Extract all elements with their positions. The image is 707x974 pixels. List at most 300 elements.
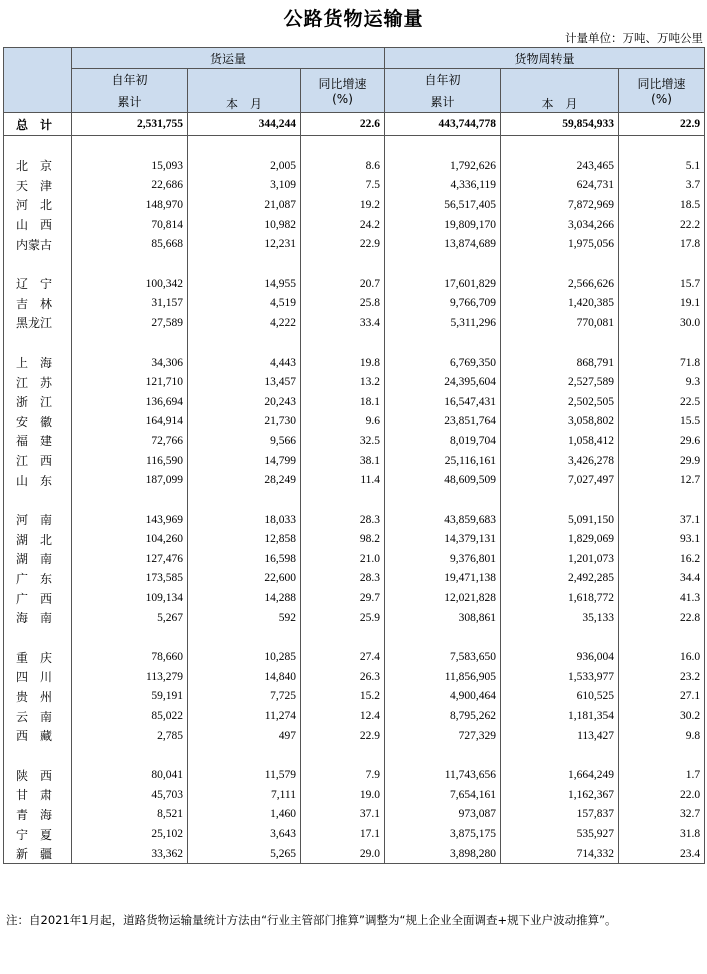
cell-month-volume: 5,265 xyxy=(188,844,301,864)
spacer-cell xyxy=(301,136,385,157)
cell-month-volume: 18,033 xyxy=(188,510,301,530)
cell-yoy-turnover: 15.5 xyxy=(619,412,705,432)
header-yoy-volume-line1: 同比增速 xyxy=(318,77,367,91)
cell-ytd-turnover: 56,517,405 xyxy=(385,195,501,215)
spacer-cell xyxy=(188,627,301,647)
group-spacer xyxy=(4,490,705,510)
table-row xyxy=(4,470,705,490)
row-name: 河 南 xyxy=(4,510,72,530)
group-spacer xyxy=(4,627,705,647)
cell-month-volume: 9,566 xyxy=(188,431,301,451)
row-name: 福 建 xyxy=(4,431,72,451)
cell-ytd-turnover: 12,021,828 xyxy=(385,588,501,608)
group-spacer xyxy=(4,254,705,274)
cell-yoy-volume: 19.2 xyxy=(301,195,385,215)
table-row xyxy=(4,608,705,628)
cell-month-turnover: 1,829,069 xyxy=(501,530,619,550)
table-row xyxy=(4,156,705,176)
cell-month-volume: 14,955 xyxy=(188,274,301,294)
cell-yoy-turnover: 31.8 xyxy=(619,824,705,844)
cell-ytd-turnover: 727,329 xyxy=(385,726,501,746)
row-name: 黑龙江 xyxy=(4,313,72,333)
unit-label: 计量单位：万吨、万吨公里 xyxy=(565,31,703,45)
spacer-cell xyxy=(385,490,501,510)
cell-yoy-volume: 25.9 xyxy=(301,608,385,628)
cell-yoy-volume: 22.6 xyxy=(301,113,385,136)
table-row xyxy=(4,549,705,569)
freight-table xyxy=(3,47,705,864)
cell-ytd-volume: 5,267 xyxy=(72,608,188,628)
cell-yoy-turnover: 23.4 xyxy=(619,844,705,864)
cell-ytd-turnover: 23,851,764 xyxy=(385,412,501,432)
cell-yoy-turnover: 16.0 xyxy=(619,647,705,667)
cell-yoy-volume: 38.1 xyxy=(301,451,385,471)
header-month-turnover xyxy=(501,69,619,113)
header-ytd-volume-cumulative: 累计 xyxy=(72,90,188,113)
cell-month-turnover: 3,426,278 xyxy=(501,451,619,471)
cell-ytd-turnover: 8,019,704 xyxy=(385,431,501,451)
cell-month-turnover: 1,162,367 xyxy=(501,785,619,805)
cell-yoy-turnover: 1.7 xyxy=(619,765,705,785)
group-spacer xyxy=(4,745,705,765)
header-freight-volume: 货运量 xyxy=(72,48,385,69)
row-name: 新 疆 xyxy=(4,844,72,864)
table-row xyxy=(4,215,705,235)
cell-month-turnover: 1,664,249 xyxy=(501,765,619,785)
spacer-cell xyxy=(301,254,385,274)
cell-ytd-volume: 104,260 xyxy=(72,530,188,550)
cell-ytd-volume: 33,362 xyxy=(72,844,188,864)
spacer-cell xyxy=(619,254,705,274)
cell-month-volume: 3,109 xyxy=(188,176,301,196)
cell-ytd-turnover: 6,769,350 xyxy=(385,353,501,373)
cell-ytd-volume: 72,766 xyxy=(72,431,188,451)
cell-ytd-turnover: 48,609,509 xyxy=(385,470,501,490)
spacer-cell xyxy=(72,254,188,274)
spacer-cell xyxy=(619,627,705,647)
cell-month-turnover: 624,731 xyxy=(501,176,619,196)
cell-yoy-volume: 17.1 xyxy=(301,824,385,844)
table-row xyxy=(4,176,705,196)
group-spacer xyxy=(4,136,705,157)
row-name: 贵 州 xyxy=(4,687,72,707)
cell-ytd-volume: 59,191 xyxy=(72,687,188,707)
cell-yoy-volume: 8.6 xyxy=(301,156,385,176)
cell-yoy-turnover: 34.4 xyxy=(619,569,705,589)
row-name: 天 津 xyxy=(4,176,72,196)
cell-yoy-turnover: 22.5 xyxy=(619,392,705,412)
cell-ytd-turnover: 11,743,656 xyxy=(385,765,501,785)
cell-yoy-volume: 19.8 xyxy=(301,353,385,373)
row-name: 陕 西 xyxy=(4,765,72,785)
cell-month-turnover: 1,181,354 xyxy=(501,706,619,726)
cell-month-turnover: 113,427 xyxy=(501,726,619,746)
spacer-cell xyxy=(385,745,501,765)
spacer-cell xyxy=(188,333,301,353)
cell-ytd-turnover: 8,795,262 xyxy=(385,706,501,726)
cell-yoy-turnover: 9.8 xyxy=(619,726,705,746)
row-name: 江 西 xyxy=(4,451,72,471)
cell-yoy-volume: 15.2 xyxy=(301,687,385,707)
spacer-cell xyxy=(4,333,72,353)
cell-yoy-turnover: 29.6 xyxy=(619,431,705,451)
cell-month-volume: 4,222 xyxy=(188,313,301,333)
cell-ytd-turnover: 9,766,709 xyxy=(385,294,501,314)
cell-month-turnover: 1,618,772 xyxy=(501,588,619,608)
cell-month-turnover: 2,492,285 xyxy=(501,569,619,589)
table-row xyxy=(4,274,705,294)
cell-yoy-turnover: 30.0 xyxy=(619,313,705,333)
row-name: 青 海 xyxy=(4,805,72,825)
table-row xyxy=(4,294,705,314)
spacer-cell xyxy=(385,627,501,647)
row-name: 山 东 xyxy=(4,470,72,490)
cell-month-turnover: 3,058,802 xyxy=(501,412,619,432)
cell-month-volume: 20,243 xyxy=(188,392,301,412)
cell-month-volume: 10,285 xyxy=(188,647,301,667)
cell-yoy-volume: 29.7 xyxy=(301,588,385,608)
cell-ytd-volume: 45,703 xyxy=(72,785,188,805)
cell-ytd-volume: 2,785 xyxy=(72,726,188,746)
cell-month-turnover: 1,058,412 xyxy=(501,431,619,451)
header-month-volume-label: 本 月 xyxy=(225,97,262,111)
cell-month-volume: 12,231 xyxy=(188,234,301,254)
cell-month-volume: 28,249 xyxy=(188,470,301,490)
cell-ytd-turnover: 7,654,161 xyxy=(385,785,501,805)
cell-ytd-volume: 78,660 xyxy=(72,647,188,667)
spacer-cell xyxy=(72,333,188,353)
table-row xyxy=(4,844,705,864)
spacer-cell xyxy=(501,254,619,274)
cell-month-turnover: 1,975,056 xyxy=(501,234,619,254)
cell-yoy-turnover: 27.1 xyxy=(619,687,705,707)
spacer-cell xyxy=(72,136,188,157)
cell-month-volume: 7,725 xyxy=(188,687,301,707)
cell-month-volume: 13,457 xyxy=(188,372,301,392)
cell-yoy-turnover: 22.8 xyxy=(619,608,705,628)
row-name: 广 西 xyxy=(4,588,72,608)
table-row xyxy=(4,726,705,746)
cell-ytd-volume: 80,041 xyxy=(72,765,188,785)
cell-yoy-turnover: 37.1 xyxy=(619,510,705,530)
cell-month-volume: 4,443 xyxy=(188,353,301,373)
row-name: 湖 北 xyxy=(4,530,72,550)
cell-month-turnover: 35,133 xyxy=(501,608,619,628)
row-name: 北 京 xyxy=(4,156,72,176)
cell-month-turnover: 770,081 xyxy=(501,313,619,333)
cell-yoy-volume: 22.9 xyxy=(301,726,385,746)
spacer-cell xyxy=(301,333,385,353)
cell-ytd-turnover: 43,859,683 xyxy=(385,510,501,530)
cell-yoy-volume: 98.2 xyxy=(301,530,385,550)
cell-yoy-turnover: 5.1 xyxy=(619,156,705,176)
table-row xyxy=(4,667,705,687)
row-name: 上 海 xyxy=(4,353,72,373)
cell-ytd-turnover: 19,471,138 xyxy=(385,569,501,589)
spacer-cell xyxy=(301,745,385,765)
cell-ytd-volume: 34,306 xyxy=(72,353,188,373)
header-turnover: 货物周转量 xyxy=(385,48,705,69)
cell-ytd-turnover: 443,744,778 xyxy=(385,113,501,136)
cell-month-volume: 2,005 xyxy=(188,156,301,176)
cell-yoy-volume: 26.3 xyxy=(301,667,385,687)
cell-month-turnover: 1,533,977 xyxy=(501,667,619,687)
cell-yoy-turnover: 19.1 xyxy=(619,294,705,314)
cell-month-turnover: 610,525 xyxy=(501,687,619,707)
cell-yoy-volume: 19.0 xyxy=(301,785,385,805)
cell-ytd-turnover: 25,116,161 xyxy=(385,451,501,471)
table-row xyxy=(4,824,705,844)
cell-month-volume: 344,244 xyxy=(188,113,301,136)
cell-ytd-turnover: 11,856,905 xyxy=(385,667,501,687)
row-name: 内蒙古 xyxy=(4,234,72,254)
cell-yoy-turnover: 32.7 xyxy=(619,805,705,825)
spacer-cell xyxy=(619,136,705,157)
cell-ytd-volume: 25,102 xyxy=(72,824,188,844)
row-name: 安 徽 xyxy=(4,412,72,432)
cell-yoy-turnover: 9.3 xyxy=(619,372,705,392)
cell-month-volume: 3,643 xyxy=(188,824,301,844)
cell-yoy-volume: 29.0 xyxy=(301,844,385,864)
spacer-cell xyxy=(188,254,301,274)
cell-ytd-turnover: 1,792,626 xyxy=(385,156,501,176)
cell-month-turnover: 157,837 xyxy=(501,805,619,825)
cell-month-volume: 21,087 xyxy=(188,195,301,215)
cell-month-turnover: 2,502,505 xyxy=(501,392,619,412)
spacer-cell xyxy=(72,490,188,510)
cell-ytd-volume: 187,099 xyxy=(72,470,188,490)
cell-yoy-turnover: 22.2 xyxy=(619,215,705,235)
cell-ytd-volume: 136,694 xyxy=(72,392,188,412)
header-yoy-turnover-line1: 同比增速 xyxy=(637,77,686,91)
cell-yoy-volume: 32.5 xyxy=(301,431,385,451)
cell-month-volume: 22,600 xyxy=(188,569,301,589)
table-row xyxy=(4,372,705,392)
row-name: 广 东 xyxy=(4,569,72,589)
cell-month-volume: 12,858 xyxy=(188,530,301,550)
cell-yoy-volume: 22.9 xyxy=(301,234,385,254)
header-ytd-volume: 自年初 xyxy=(72,69,188,91)
row-name: 吉 林 xyxy=(4,294,72,314)
cell-month-volume: 14,840 xyxy=(188,667,301,687)
table-row xyxy=(4,588,705,608)
row-name: 海 南 xyxy=(4,608,72,628)
spacer-cell xyxy=(385,254,501,274)
cell-month-turnover: 7,027,497 xyxy=(501,470,619,490)
cell-yoy-turnover: 3.7 xyxy=(619,176,705,196)
table-row xyxy=(4,510,705,530)
cell-ytd-turnover: 5,311,296 xyxy=(385,313,501,333)
spacer-cell xyxy=(501,745,619,765)
spacer-cell xyxy=(619,490,705,510)
spacer-cell xyxy=(619,333,705,353)
table-row xyxy=(4,234,705,254)
cell-ytd-volume: 2,531,755 xyxy=(72,113,188,136)
cell-yoy-turnover: 23.2 xyxy=(619,667,705,687)
header-month-turnover-label: 本 月 xyxy=(541,97,578,111)
cell-yoy-volume: 7.9 xyxy=(301,765,385,785)
cell-yoy-volume: 21.0 xyxy=(301,549,385,569)
page-title: 公路货物运输量 xyxy=(283,8,424,30)
cell-yoy-turnover: 17.8 xyxy=(619,234,705,254)
row-name: 江 苏 xyxy=(4,372,72,392)
row-name: 山 西 xyxy=(4,215,72,235)
footnote: 注：自2021年1月起，道路货物运输量统计方法由“行业主管部门推算”调整为“规上企业全面调查+规下业户波动推算”。 xyxy=(6,913,617,927)
cell-yoy-volume: 24.2 xyxy=(301,215,385,235)
row-name: 河 北 xyxy=(4,195,72,215)
spacer-cell xyxy=(4,136,72,157)
cell-yoy-turnover: 93.1 xyxy=(619,530,705,550)
cell-ytd-volume: 8,521 xyxy=(72,805,188,825)
cell-ytd-volume: 15,093 xyxy=(72,156,188,176)
spacer-cell xyxy=(301,490,385,510)
cell-yoy-turnover: 12.7 xyxy=(619,470,705,490)
cell-ytd-turnover: 7,583,650 xyxy=(385,647,501,667)
cell-ytd-volume: 127,476 xyxy=(72,549,188,569)
cell-yoy-volume: 18.1 xyxy=(301,392,385,412)
header-yoy-turnover xyxy=(619,69,705,113)
cell-ytd-volume: 109,134 xyxy=(72,588,188,608)
header-yoy-volume-line2: (%) xyxy=(332,92,353,106)
header-yoy-volume xyxy=(301,69,385,113)
cell-month-volume: 10,982 xyxy=(188,215,301,235)
row-name: 浙 江 xyxy=(4,392,72,412)
cell-month-volume: 14,799 xyxy=(188,451,301,471)
cell-ytd-volume: 22,686 xyxy=(72,176,188,196)
cell-month-volume: 592 xyxy=(188,608,301,628)
cell-ytd-turnover: 3,898,280 xyxy=(385,844,501,864)
cell-ytd-turnover: 16,547,431 xyxy=(385,392,501,412)
cell-month-turnover: 714,332 xyxy=(501,844,619,864)
cell-month-volume: 497 xyxy=(188,726,301,746)
spacer-cell xyxy=(385,333,501,353)
cell-ytd-volume: 116,590 xyxy=(72,451,188,471)
cell-ytd-volume: 113,279 xyxy=(72,667,188,687)
cell-month-turnover: 868,791 xyxy=(501,353,619,373)
spacer-cell xyxy=(501,490,619,510)
row-name: 辽 宁 xyxy=(4,274,72,294)
header-yoy-turnover-line2: (%) xyxy=(651,92,672,106)
cell-month-volume: 21,730 xyxy=(188,412,301,432)
cell-yoy-volume: 12.4 xyxy=(301,706,385,726)
cell-month-turnover: 5,091,150 xyxy=(501,510,619,530)
cell-yoy-volume: 28.3 xyxy=(301,510,385,530)
table-body xyxy=(4,113,705,864)
cell-ytd-volume: 100,342 xyxy=(72,274,188,294)
cell-month-turnover: 243,465 xyxy=(501,156,619,176)
cell-yoy-turnover: 16.2 xyxy=(619,549,705,569)
spacer-cell xyxy=(4,490,72,510)
table-row xyxy=(4,706,705,726)
table-row xyxy=(4,412,705,432)
cell-month-turnover: 2,527,589 xyxy=(501,372,619,392)
cell-month-volume: 14,288 xyxy=(188,588,301,608)
table-header xyxy=(4,48,705,113)
cell-ytd-turnover: 24,395,604 xyxy=(385,372,501,392)
cell-month-turnover: 7,872,969 xyxy=(501,195,619,215)
cell-ytd-volume: 121,710 xyxy=(72,372,188,392)
cell-yoy-turnover: 29.9 xyxy=(619,451,705,471)
spacer-cell xyxy=(188,745,301,765)
cell-month-volume: 16,598 xyxy=(188,549,301,569)
cell-ytd-turnover: 9,376,801 xyxy=(385,549,501,569)
table-row xyxy=(4,530,705,550)
cell-yoy-turnover: 22.9 xyxy=(619,113,705,136)
spacer-cell xyxy=(188,136,301,157)
row-name: 西 藏 xyxy=(4,726,72,746)
cell-ytd-turnover: 973,087 xyxy=(385,805,501,825)
row-name: 湖 南 xyxy=(4,549,72,569)
table-row-total xyxy=(4,113,705,136)
spacer-cell xyxy=(4,745,72,765)
spacer-cell xyxy=(4,627,72,647)
cell-yoy-volume: 37.1 xyxy=(301,805,385,825)
cell-ytd-volume: 173,585 xyxy=(72,569,188,589)
cell-month-turnover: 3,034,266 xyxy=(501,215,619,235)
cell-yoy-volume: 33.4 xyxy=(301,313,385,333)
cell-yoy-volume: 13.2 xyxy=(301,372,385,392)
cell-ytd-turnover: 4,336,119 xyxy=(385,176,501,196)
cell-ytd-turnover: 3,875,175 xyxy=(385,824,501,844)
cell-yoy-turnover: 71.8 xyxy=(619,353,705,373)
row-name: 甘 肃 xyxy=(4,785,72,805)
cell-ytd-turnover: 14,379,131 xyxy=(385,530,501,550)
spacer-cell xyxy=(619,745,705,765)
table-row xyxy=(4,647,705,667)
row-name: 重 庆 xyxy=(4,647,72,667)
cell-yoy-turnover: 41.3 xyxy=(619,588,705,608)
cell-ytd-volume: 143,969 xyxy=(72,510,188,530)
cell-ytd-volume: 85,668 xyxy=(72,234,188,254)
cell-month-turnover: 535,927 xyxy=(501,824,619,844)
cell-yoy-turnover: 30.2 xyxy=(619,706,705,726)
cell-month-turnover: 1,420,385 xyxy=(501,294,619,314)
cell-ytd-volume: 85,022 xyxy=(72,706,188,726)
cell-ytd-volume: 164,914 xyxy=(72,412,188,432)
table-row xyxy=(4,785,705,805)
spacer-cell xyxy=(4,254,72,274)
cell-month-volume: 11,274 xyxy=(188,706,301,726)
cell-ytd-volume: 27,589 xyxy=(72,313,188,333)
cell-month-turnover: 1,201,073 xyxy=(501,549,619,569)
cell-yoy-turnover: 15.7 xyxy=(619,274,705,294)
spacer-cell xyxy=(385,136,501,157)
spacer-cell xyxy=(72,745,188,765)
header-ytd-turnover-cumulative: 累计 xyxy=(385,90,501,113)
table-row xyxy=(4,451,705,471)
cell-ytd-volume: 31,157 xyxy=(72,294,188,314)
cell-month-turnover: 2,566,626 xyxy=(501,274,619,294)
row-name: 云 南 xyxy=(4,706,72,726)
cell-month-volume: 4,519 xyxy=(188,294,301,314)
table-row xyxy=(4,353,705,373)
cell-yoy-volume: 28.3 xyxy=(301,569,385,589)
spacer-cell xyxy=(501,136,619,157)
cell-month-turnover: 59,854,933 xyxy=(501,113,619,136)
cell-yoy-volume: 11.4 xyxy=(301,470,385,490)
cell-yoy-volume: 7.5 xyxy=(301,176,385,196)
cell-yoy-volume: 25.8 xyxy=(301,294,385,314)
cell-yoy-volume: 20.7 xyxy=(301,274,385,294)
cell-ytd-volume: 148,970 xyxy=(72,195,188,215)
table-row xyxy=(4,431,705,451)
row-name: 总 计 xyxy=(4,113,72,136)
cell-ytd-turnover: 4,900,464 xyxy=(385,687,501,707)
table-row xyxy=(4,313,705,333)
cell-yoy-volume: 9.6 xyxy=(301,412,385,432)
header-month-volume xyxy=(188,69,301,113)
cell-month-turnover: 936,004 xyxy=(501,647,619,667)
